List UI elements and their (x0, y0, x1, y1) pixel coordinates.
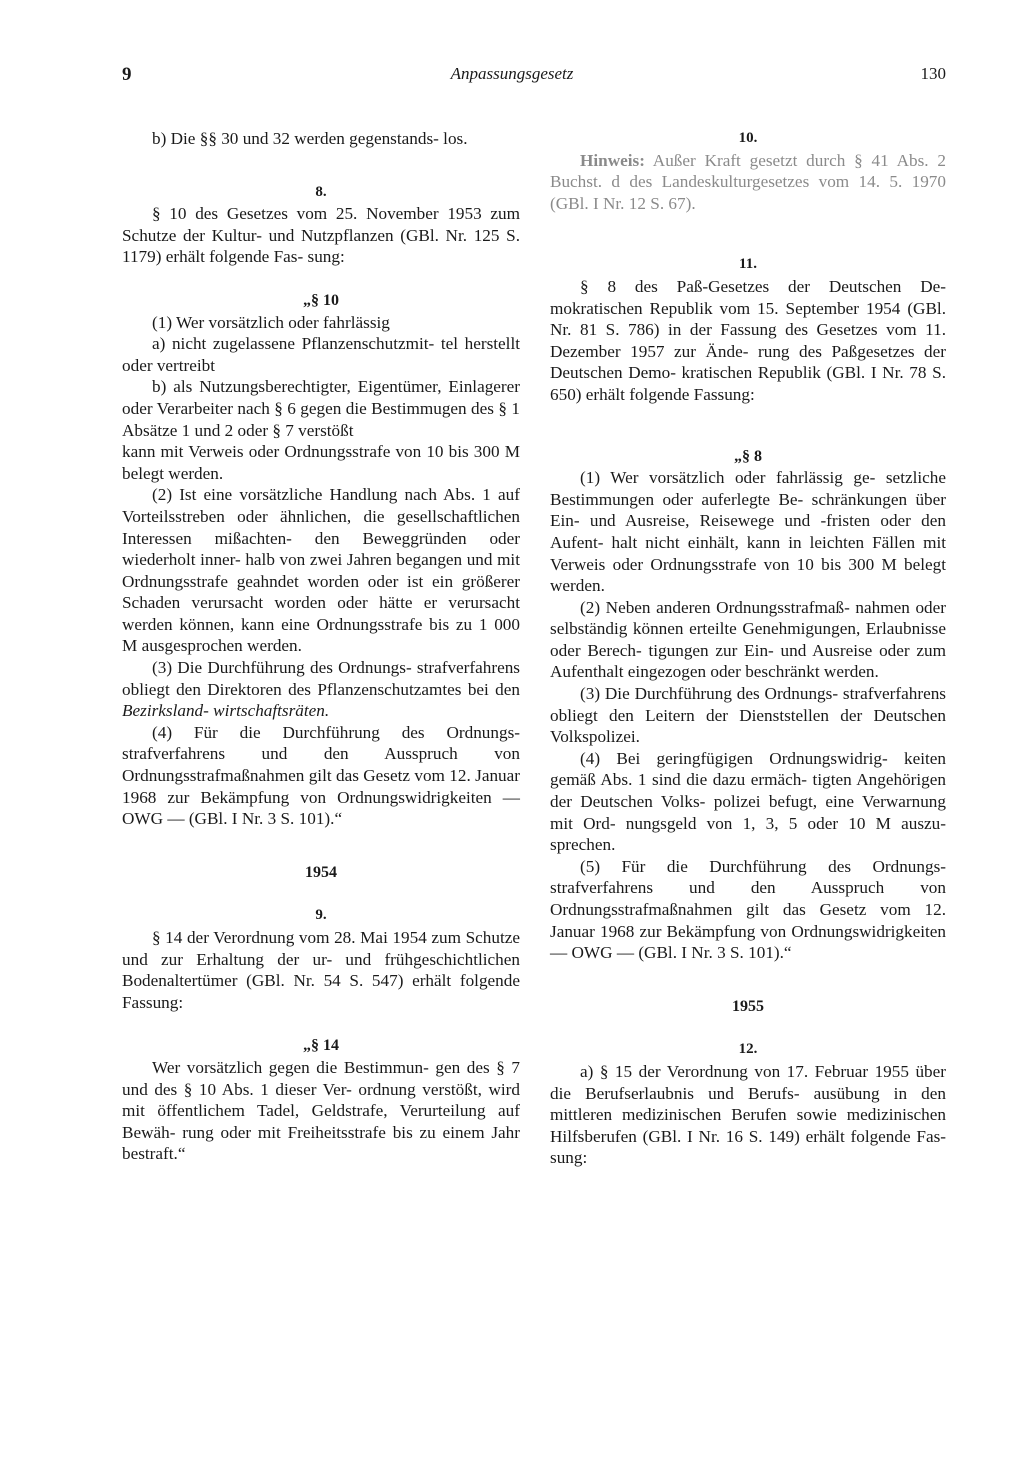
item-8-number: 8. (315, 183, 327, 200)
item-11-number: 11. (739, 256, 757, 273)
left-column (122, 128, 520, 1165)
item-10-note-label: Hinweis: (580, 150, 645, 170)
section-10-para-1a: a) nicht zugelassene Pflanzenschutzmit- tel herstellt oder vertreibt (122, 334, 520, 375)
running-title: Anpassungsgesetz (450, 64, 574, 83)
section-10-para-3 (122, 657, 520, 722)
section-10-para-3-italic: Bezirksland- wirtschaftsräten. (122, 701, 330, 721)
section-10-heading: „§ 10 (303, 291, 339, 309)
item-10-note (550, 150, 946, 215)
page-section-number: 9 (122, 64, 132, 85)
right-column (550, 128, 946, 1169)
section-8-para-2: (2) Neben anderen Ordnungsstrafmaß- nahmen oder selbständig können erteilte Genehmigungen, Erlaubnisse oder Berech- tigungen zur Ein- und Ausreise oder zum Aufenthalt eingezogen oder beschränkt werden. (550, 597, 946, 682)
page-number: 130 (920, 64, 946, 83)
section-8-para-5: (5) Für die Durchführung des Ordnungs- strafverfahrens und den Ausspruch von Ordnungsstrafmaßnahmen gilt das Gesetz vom 12. Januar 1968 zur Bekämpfung von Ordnungswidrigkeiten — OWG — (GBl. I Nr. 3 S. 101).“ (550, 856, 946, 963)
year-heading-1955: 1955 (732, 997, 764, 1015)
section-10-para-2: (2) Ist eine vorsätzliche Handlung nach Abs. 1 auf Vorteilsstreben oder ähnlichen, die gesellschaftlichen Interessen mißachten- den Beweggründen oder wiederholt inner- halb von zwei Jahren begangen und mit Ordnungsstrafe geahndet worden oder ist ein größerer Schaden verursacht worden oder hätte er verursacht werden können, kann eine Ordnungsstrafe bis zu 1 000 M ausgesprochen werden. (122, 485, 520, 656)
section-8-heading: „§ 8 (734, 447, 762, 465)
item-8-text: § 10 des Gesetzes vom 25. November 1953 zum Schutze der Kultur- und Nutzpflanzen (GBl. Nr. 125 S. 1179) erhält folgende Fas- sung: (122, 204, 520, 267)
section-10-para-1b: b) als Nutzungsberechtigter, Eigentümer, Einlagerer oder Verarbeiter nach § 6 gegen die Bestimmugen des § 1 Absätze 1 und 2 oder § 7 verstößt (122, 377, 520, 440)
item-9-number: 9. (315, 907, 327, 924)
section-10-para-4: (4) Für die Durchführung des Ordnungs- strafverfahrens und den Ausspruch von Ordnungsstrafmaßnahmen gilt das Gesetz vom 12. Januar 1968 zur Bekämpfung von Ordnungswidrigkeiten — OWG — (GBl. I Nr. 3 S. 101).“ (122, 722, 520, 829)
section-10-para-1c: kann mit Verweis oder Ordnungsstrafe von 10 bis 300 M belegt werden. (122, 442, 520, 483)
section-8-para-1: (1) Wer vorsätzlich oder fahrlässig ge- setzliche Bestimmungen oder auferlegte Be- schränkungen über Ein- und Ausreise, Reisewege und -fristen oder den Aufent- halt nicht einhält, kann in leichten Fällen mit Verweis oder Ordnungsstrafe von 10 bis 300 M belegt werden. (550, 468, 946, 596)
section-8-para-4: (4) Bei geringfügigen Ordnungswidrig- keiten gemäß Abs. 1 sind die dazu ermäch- tigten Angehörigen der Deutschen Volks- polizei befugt, eine Verwarnung mit Ord- nungsgeld von 1, 3, 5 oder 10 M auszu- sprechen. (550, 748, 946, 855)
section-14-para: Wer vorsätzlich gegen die Bestimmun- gen des § 7 und des § 10 Abs. 1 dieser Ver- ordnung verstößt, wird mit öffentlichem Tadel, Geldstrafe, Verurteilung auf Bewäh- rung oder mit Freiheitsstrafe bis zu einem Jahr bestraft.“ (122, 1057, 520, 1164)
section-10-para-1: (1) Wer vorsätzlich oder fahrlässig (152, 312, 390, 332)
item-12-text: a) § 15 der Verordnung von 17. Februar 1955 über die Berufserlaubnis und Berufs- ausübung in den mittleren medizinischen Berufen sowie medizinischen Hilfsberufen (GBl. I Nr. 16 S. 149) erhält folgende Fas- sung: (550, 1061, 946, 1168)
item-9-text: § 14 der Verordnung vom 28. Mai 1954 zum Schutze und zur Erhaltung der ur- und frühgeschichtlichen Bodenaltertümer (GBl. Nr. 54 S. 547) erhält folgende Fassung: (122, 928, 520, 1012)
section-10-para-3-text: (3) Die Durchführung des Ordnungs- strafverfahrens obliegt den Direktoren des Pflanzenschutzamtes bei den (122, 658, 520, 699)
item-11-text: § 8 des Paß-Gesetzes der Deutschen De- mokratischen Republik vom 15. September 1954 (GBl. Nr. 81 S. 786) in der Fassung des Gesetzes vom 11. Dezember 1957 zur Ände- rung des Paßgesetzes der Deutschen Demo- kratischen Republik (GBl. I Nr. 78 S. 650) erhält folgende Fassung: (550, 276, 946, 404)
year-heading-1954: 1954 (305, 863, 337, 881)
item-12-number: 12. (738, 1041, 758, 1058)
item-10-number: 10. (738, 130, 758, 146)
intro-paragraph: b) Die §§ 30 und 32 werden gegenstands- los. (152, 129, 468, 148)
section-8-para-3: (3) Die Durchführung des Ordnungs- strafverfahrens obliegt den Leitern der Dienststellen der Deutschen Volkspolizei. (550, 684, 946, 747)
item-10-note-text: Außer Kraft gesetzt durch § 41 Abs. 2 Buchst. d des Landeskulturgesetzes vom 14. 5. 1970 (GBl. I Nr. 12 S. 67). (550, 150, 946, 213)
section-14-heading: „§ 14 (303, 1037, 339, 1055)
